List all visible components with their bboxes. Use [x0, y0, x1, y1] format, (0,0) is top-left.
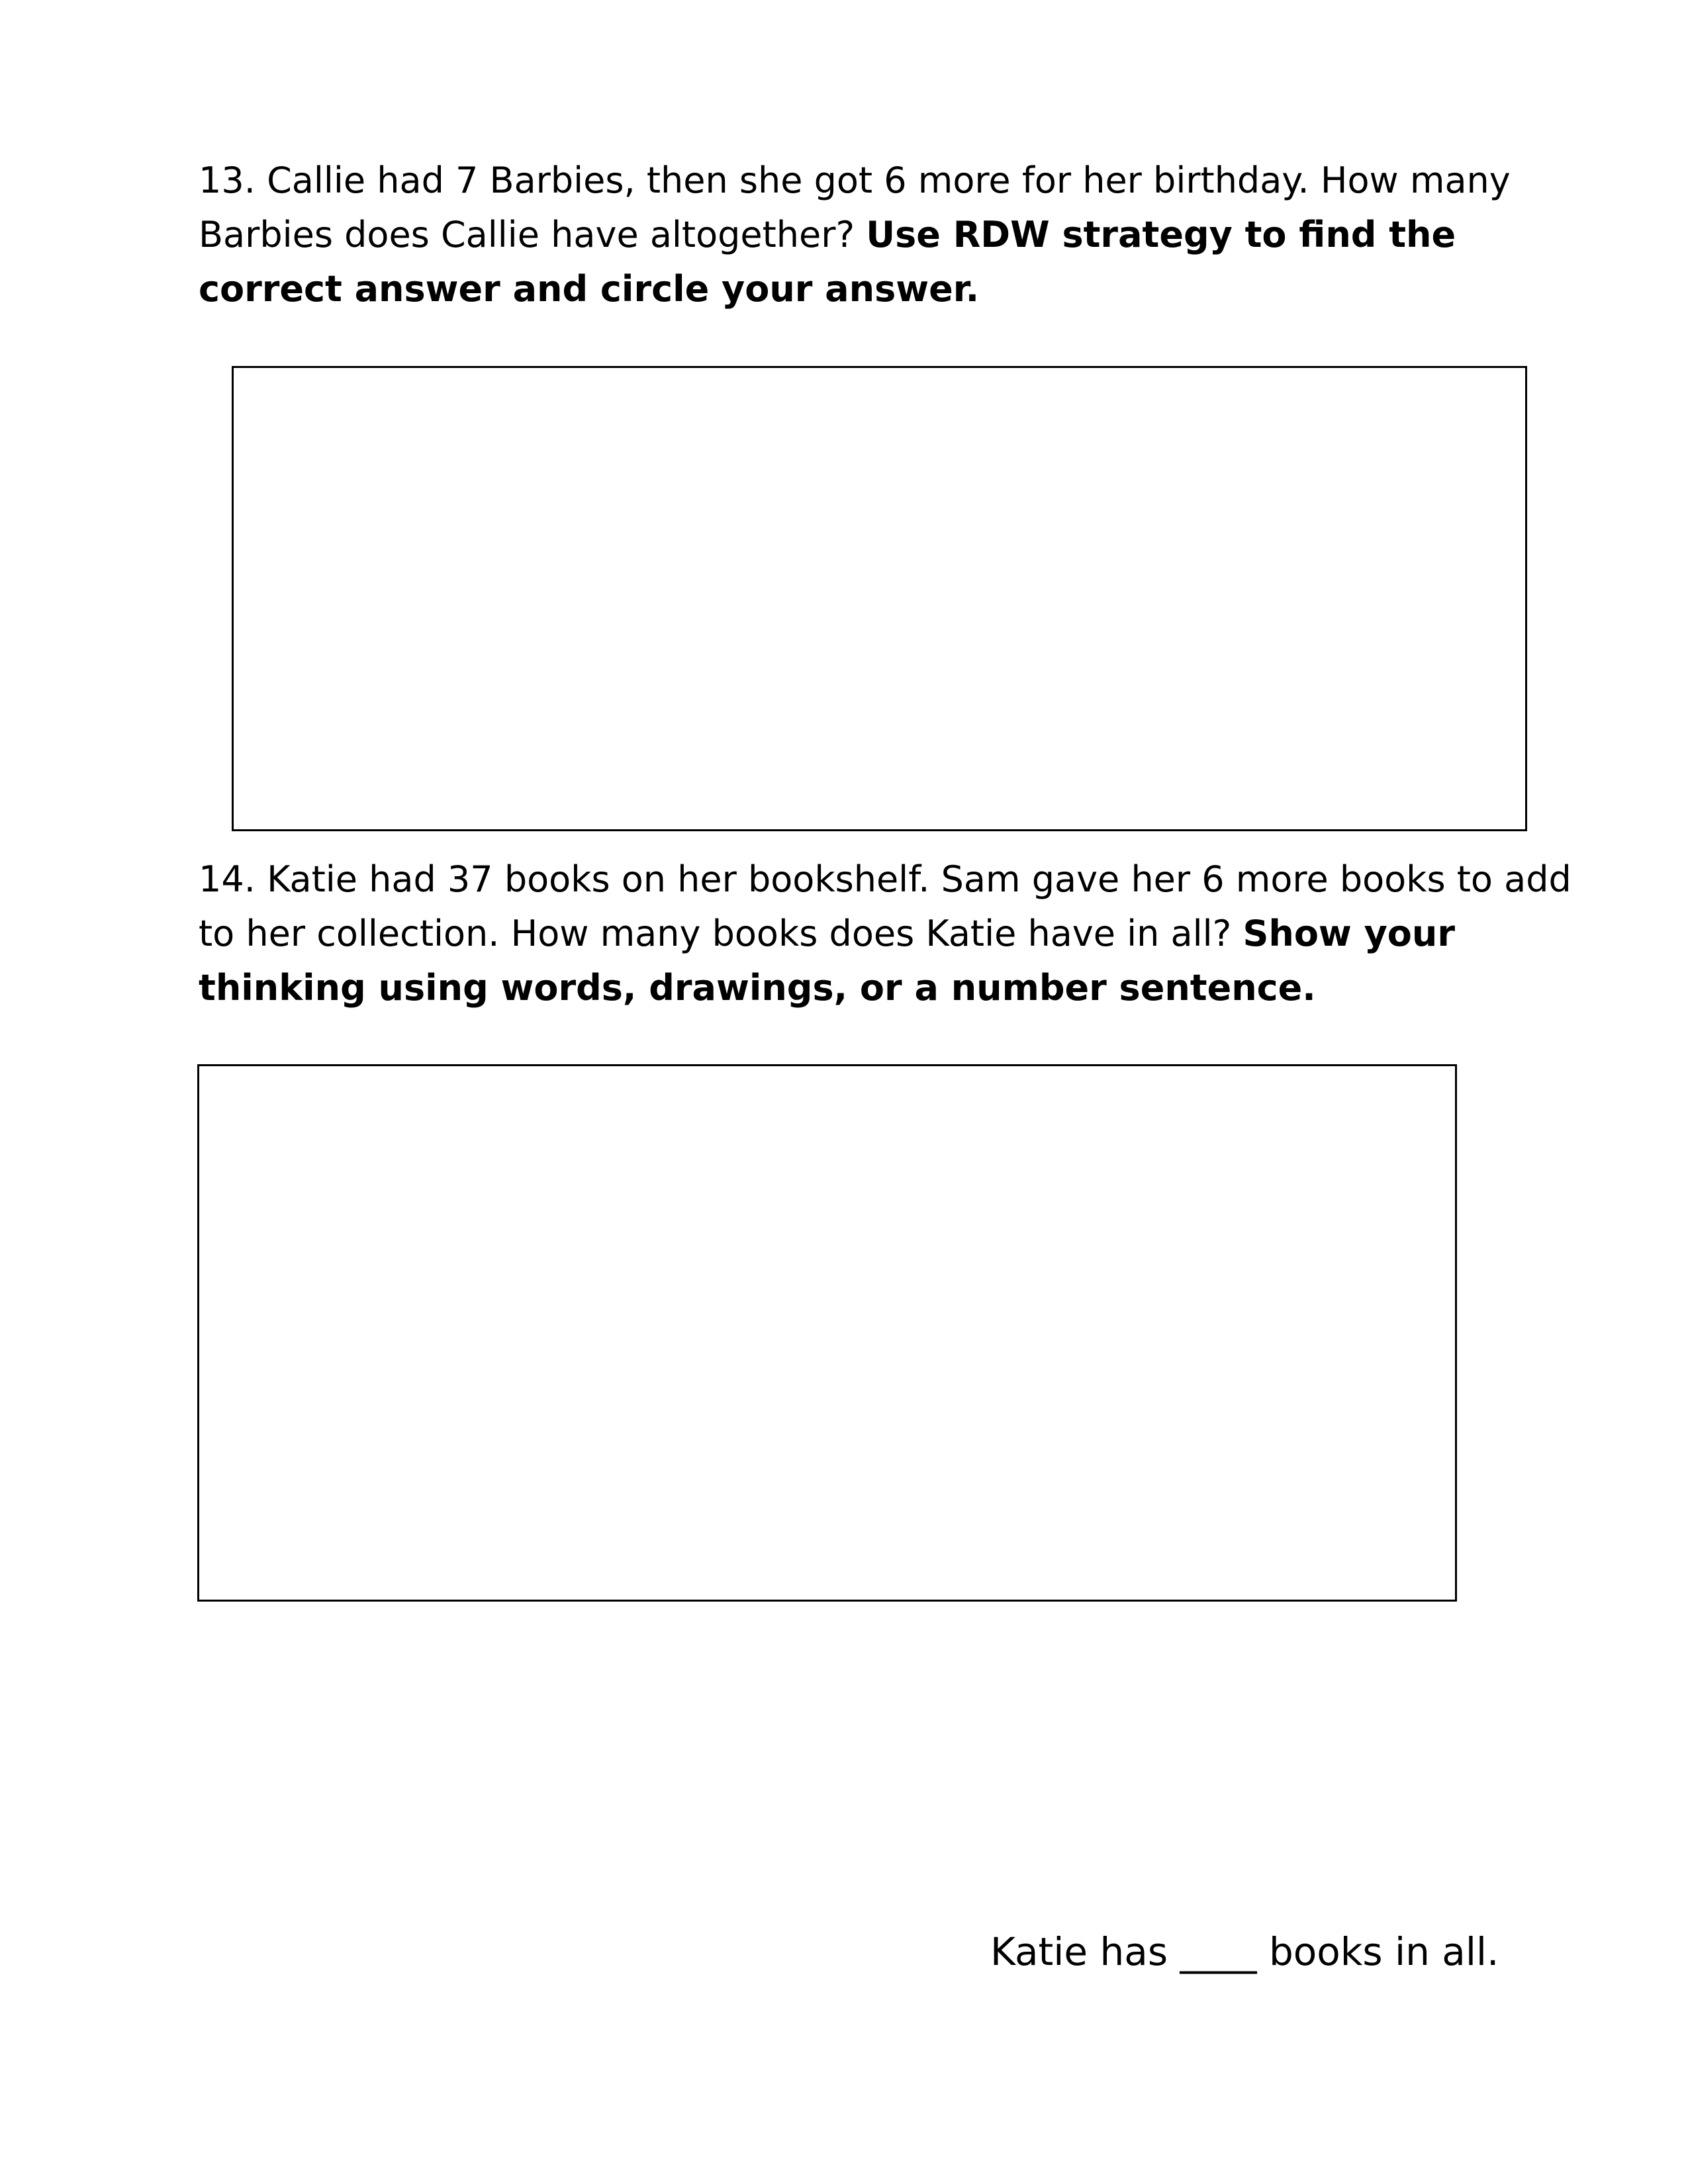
answer-box-14[interactable] [197, 1064, 1457, 1602]
answer-prefix: Katie has [990, 1929, 1168, 1974]
question-number: 13. [199, 159, 256, 201]
answer-suffix: books in all. [1268, 1929, 1499, 1974]
question-text: Katie had 37 books on her bookshelf. Sam gave her 6 more books to add to her collection. How many books does Katie have in all? [199, 858, 1571, 954]
question-text: Callie had 7 Barbies, then she got 6 more for her birthday. How many Barbies does Callie have altogether? [199, 159, 1511, 255]
question-14 [199, 852, 1582, 1015]
question-13 [199, 154, 1582, 316]
question-instruction: Use RDW strategy to find the correct answer and circle your answer. [199, 214, 1456, 310]
answer-blank[interactable]: ____ [1180, 1929, 1257, 1974]
answer-sentence [990, 1925, 1499, 1979]
answer-box-13[interactable] [232, 366, 1527, 831]
question-number: 14. [199, 858, 256, 900]
question-instruction: Show your thinking using words, drawings, or a number sentence. [199, 913, 1455, 1009]
